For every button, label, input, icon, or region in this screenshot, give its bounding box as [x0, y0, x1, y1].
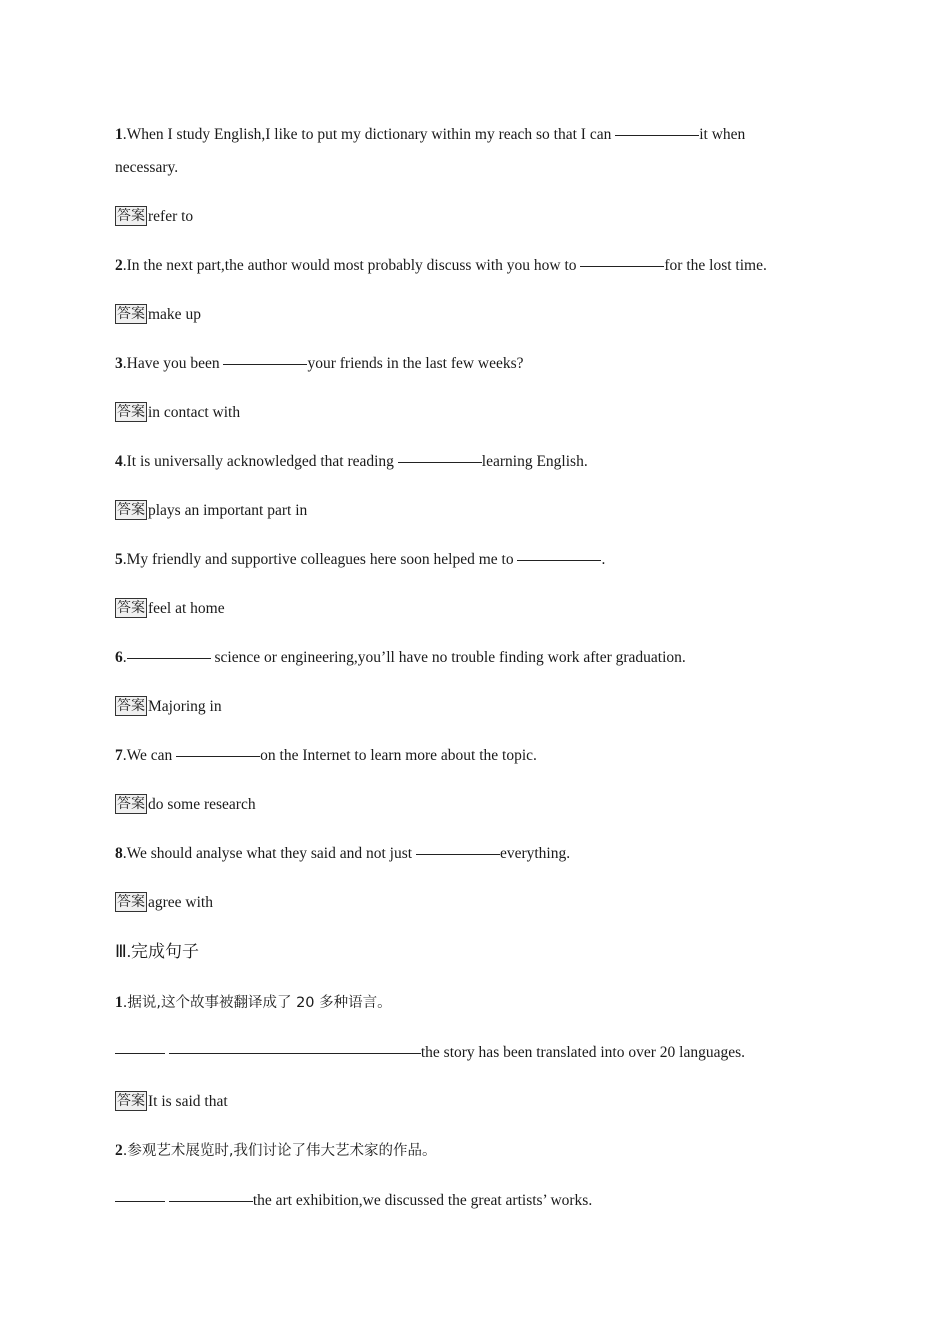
answer-badge: 答案	[117, 698, 145, 714]
answer-blank	[115, 1052, 165, 1054]
question-number: 8	[115, 845, 123, 862]
sentence-2-english: the art exhibition,we discussed the great artists’ works.	[115, 1184, 835, 1217]
sentence-1-chinese: 1.据说,这个故事被翻译成了 20 多种语言。	[115, 994, 392, 1011]
question-number: 3	[115, 355, 123, 372]
answer-badge: 答案	[117, 404, 145, 420]
answer-badge: 答案	[117, 894, 145, 910]
answer-blank	[580, 265, 664, 267]
section-heading	[115, 935, 835, 969]
answer-text: feel at home	[148, 600, 225, 617]
answer-blank	[169, 1052, 421, 1054]
question-8: 8.We should analyse what they said and not just everything.	[115, 845, 571, 862]
question-2: 2.In the next part,the author would most probably discuss with you how to for the lost time.	[115, 257, 767, 274]
answer-text: make up	[148, 306, 201, 323]
answer-2	[115, 298, 835, 331]
answer-badge: 答案	[117, 208, 145, 224]
answer-text: agree with	[148, 894, 213, 911]
answer-blank	[115, 1200, 165, 1202]
answer-badge: 答案	[117, 306, 145, 322]
answer-blank	[169, 1200, 253, 1202]
question-4: 4.It is universally acknowledged that reading learning English.	[115, 453, 588, 470]
section-title: 完成句子	[130, 942, 199, 962]
answer-text: Majoring in	[148, 698, 222, 715]
sentence-2-chinese: 2.参观艺术展览时,我们讨论了伟大艺术家的作品。	[115, 1142, 437, 1159]
question-number: 1	[115, 126, 123, 143]
question-3: 3.Have you been your friends in the last few weeks?	[115, 355, 524, 372]
question-1: 1.When I study English,I like to put my dictionary within my reach so that I can it when necessary.	[115, 126, 746, 176]
answer-blank	[176, 755, 260, 757]
question-6: 6. science or engineering,you’ll have no trouble finding work after graduation.	[115, 649, 686, 666]
answer-blank	[416, 853, 500, 855]
question-number: 5	[115, 551, 123, 568]
answer-text: refer to	[148, 208, 194, 225]
answer-text: It is said that	[148, 1093, 228, 1110]
answer-text: in contact with	[148, 404, 241, 421]
answer-blank	[615, 134, 699, 136]
answer-3	[115, 396, 835, 429]
answer-blank	[398, 461, 482, 463]
answer-1	[115, 200, 835, 233]
question-number: 6	[115, 649, 123, 666]
answer-7	[115, 788, 835, 821]
answer-blank	[127, 657, 211, 659]
answer-s1	[115, 1085, 835, 1118]
question-7: 7.We can on the Internet to learn more about the topic.	[115, 747, 537, 764]
answer-badge: 答案	[117, 1093, 145, 1109]
answer-5	[115, 592, 835, 625]
answer-blank	[223, 363, 307, 365]
answer-badge: 答案	[117, 796, 145, 812]
answer-6	[115, 690, 835, 723]
answer-text: do some research	[148, 796, 256, 813]
answer-badge: 答案	[117, 600, 145, 616]
question-number: 2	[115, 257, 123, 274]
answer-8	[115, 886, 835, 919]
question-number: 2	[115, 1142, 123, 1159]
question-number: 1	[115, 994, 123, 1011]
document-page	[115, 118, 835, 1217]
answer-blank	[517, 559, 601, 561]
question-number: 4	[115, 453, 123, 470]
sentence-1-english: the story has been translated into over 20 languages.	[115, 1036, 835, 1069]
section-number: Ⅲ.	[115, 942, 131, 961]
answer-4	[115, 494, 835, 527]
answer-text: plays an important part in	[148, 502, 308, 519]
answer-badge: 答案	[117, 502, 145, 518]
question-number: 7	[115, 747, 123, 764]
question-5: 5.My friendly and supportive colleagues here soon helped me to .	[115, 551, 606, 568]
